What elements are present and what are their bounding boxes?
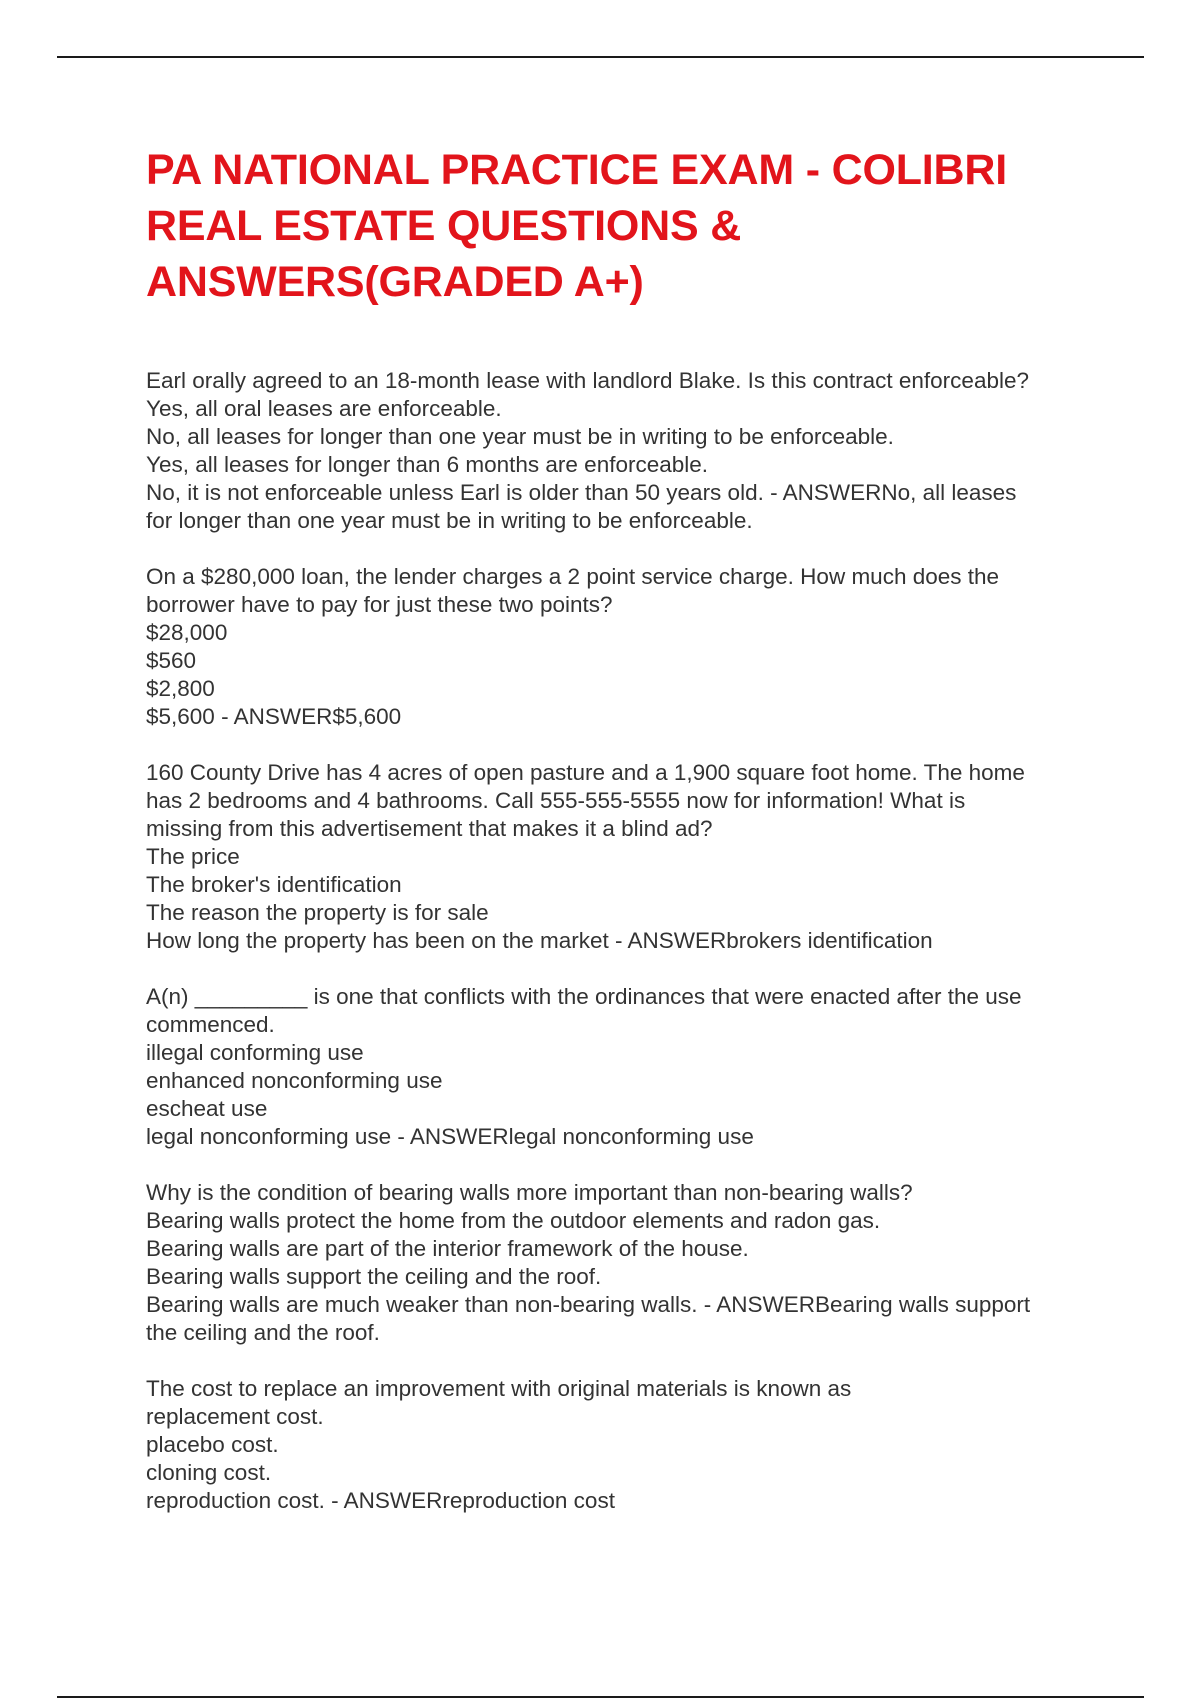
question-block-4 [146, 983, 1046, 1151]
answer-option-with-answer: reproduction cost. - ANSWERreproduction cost [146, 1488, 615, 1513]
question-text: 160 County Drive has 4 acres of open pasture and a 1,900 square foot home. The home has 2 bedrooms and 4 bathrooms. Call 555-555-5555 now for information! What is missing from this advertisement that makes it a blind ad? [146, 760, 1025, 841]
answer-option-with-answer: legal nonconforming use - ANSWERlegal nonconforming use [146, 1124, 754, 1149]
answer-option: cloning cost. [146, 1460, 272, 1485]
answer-option-with-answer: $5,600 - ANSWER$5,600 [146, 704, 402, 729]
answer-option: escheat use [146, 1096, 268, 1121]
question-block-3 [146, 759, 1046, 955]
answer-option: $2,800 [146, 676, 215, 701]
answer-option: enhanced nonconforming use [146, 1068, 443, 1093]
answer-option: Yes, all leases for longer than 6 months are enforceable. [146, 452, 709, 477]
question-text: A(n) _________ is one that conflicts with the ordinances that were enacted after the use commenced. [146, 984, 1022, 1037]
answer-option: replacement cost. [146, 1404, 324, 1429]
document-title: PA NATIONAL PRACTICE EXAM - COLIBRI REAL ESTATE QUESTIONS & ANSWERS(GRADED A+) [146, 146, 1007, 306]
question-text: The cost to replace an improvement with original materials is known as [146, 1376, 852, 1401]
question-text: On a $280,000 loan, the lender charges a 2 point service charge. How much does the borrower have to pay for just these two points? [146, 564, 1000, 617]
page-content [146, 142, 1046, 1543]
answer-option: placebo cost. [146, 1432, 279, 1457]
answer-option: $28,000 [146, 620, 228, 645]
question-text: Why is the condition of bearing walls more important than non-bearing walls? [146, 1180, 913, 1205]
answer-option-with-answer: No, it is not enforceable unless Earl is older than 50 years old. - ANSWERNo, all leases for longer than one year must be in writing to be enforceable. [146, 480, 1017, 533]
answer-option-with-answer: Bearing walls are much weaker than non-bearing walls. - ANSWERBearing walls support the ceiling and the roof. [146, 1292, 1031, 1345]
answer-option: Bearing walls protect the home from the outdoor elements and radon gas. [146, 1208, 881, 1233]
question-block-5 [146, 1179, 1046, 1347]
answer-option: The reason the property is for sale [146, 900, 489, 925]
answer-option-with-answer: How long the property has been on the market - ANSWERbrokers identification [146, 928, 933, 953]
answer-option: The price [146, 844, 240, 869]
answer-option: $560 [146, 648, 197, 673]
answer-option: No, all leases for longer than one year must be in writing to be enforceable. [146, 424, 894, 449]
question-block-6 [146, 1375, 1046, 1515]
question-block-2 [146, 563, 1046, 731]
question-block-1 [146, 367, 1046, 535]
footer-rule [57, 1696, 1144, 1698]
answer-option: Yes, all oral leases are enforceable. [146, 396, 502, 421]
answer-option: The broker's identification [146, 872, 402, 897]
answer-option: Bearing walls are part of the interior framework of the house. [146, 1236, 749, 1261]
question-text: Earl orally agreed to an 18-month lease with landlord Blake. Is this contract enforceable? [146, 368, 1029, 393]
header-rule [57, 56, 1144, 58]
question-list [146, 367, 1046, 1515]
answer-option: illegal conforming use [146, 1040, 364, 1065]
answer-option: Bearing walls support the ceiling and the roof. [146, 1264, 602, 1289]
